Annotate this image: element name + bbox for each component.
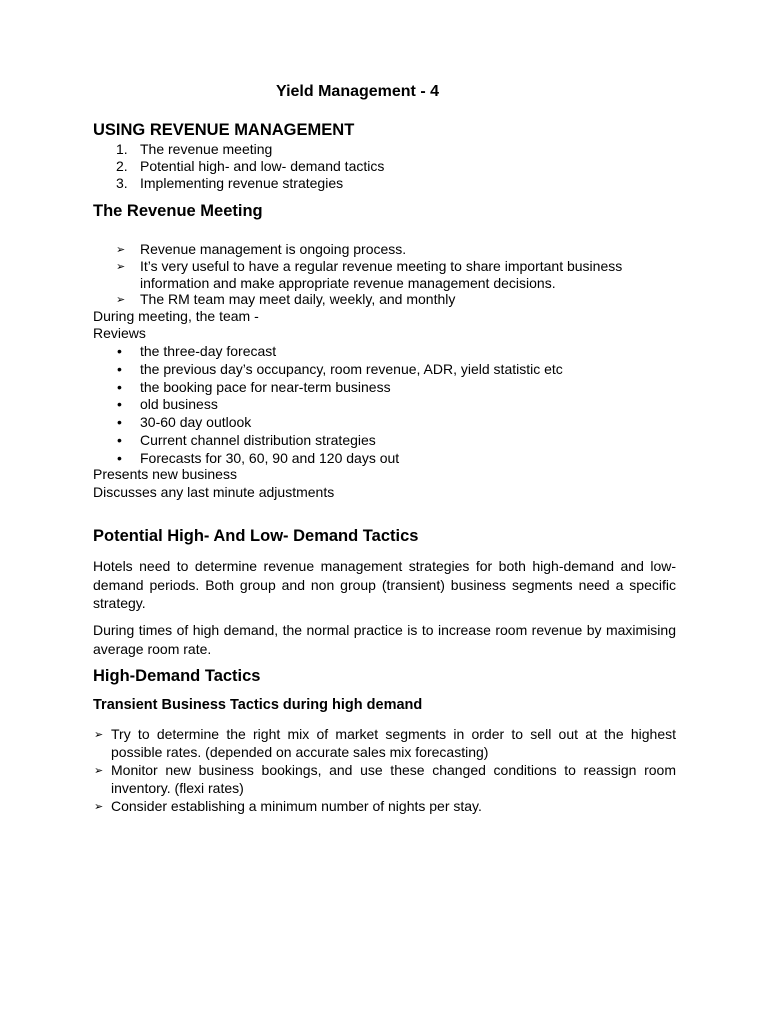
bullet-icon: •	[117, 343, 122, 359]
paragraph: Hotels need to determine revenue management strategies for both high-demand and low-demand periods. Both group and non group (transient) business segments need a specific strategy.	[93, 558, 676, 611]
bullet-list-item: 30-60 day outlook	[140, 414, 252, 430]
arrow-bullet-icon: ➢	[116, 261, 126, 273]
body-line: Presents new business	[93, 466, 237, 482]
bullet-icon: •	[117, 450, 122, 466]
arrow-list-item: The RM team may meet daily, weekly, and monthly	[140, 291, 456, 307]
arrow-bullet-icon: ➢	[116, 294, 126, 306]
bullet-list-item: the previous day’s occupancy, room revenue, ADR, yield statistic etc	[140, 361, 563, 377]
paragraph: During times of high demand, the normal practice is to increase room revenue by maximising average room rate.	[93, 622, 676, 657]
bullet-list-item: Current channel distribution strategies	[140, 432, 376, 448]
numbered-list-item: The revenue meeting	[140, 141, 273, 157]
arrow-list-item: Consider establishing a minimum number of nights per stay.	[111, 798, 482, 814]
section-heading-potential-tactics: Potential High- And Low- Demand Tactics	[93, 527, 419, 545]
bullet-list-item: old business	[140, 396, 218, 412]
bullet-icon: •	[117, 414, 122, 430]
subheading-transient-tactics: Transient Business Tactics during high demand	[93, 697, 423, 713]
bullet-icon: •	[117, 432, 122, 448]
bullet-icon: •	[117, 361, 122, 377]
arrow-bullet-icon: ➢	[94, 765, 104, 777]
arrow-list-item: Monitor new business bookings, and use these changed conditions to reassign room inventory. (flexi rates)	[111, 762, 676, 796]
body-line: Reviews	[93, 325, 146, 341]
bullet-list-item: Forecasts for 30, 60, 90 and 120 days out	[140, 450, 400, 466]
arrow-list-item: It’s very useful to have a regular revenue meeting to share important business	[140, 258, 623, 274]
arrow-bullet-icon: ➢	[94, 801, 104, 813]
arrow-bullet-icon: ➢	[94, 729, 104, 741]
numbered-list-number: 3.	[116, 175, 128, 191]
bullet-list-item: the three-day forecast	[140, 343, 277, 359]
body-line: During meeting, the team -	[93, 308, 259, 324]
numbered-list-item: Implementing revenue strategies	[140, 175, 344, 191]
arrow-list-item-continuation: information and make appropriate revenue management decisions.	[140, 275, 556, 291]
document-title: Yield Management - 4	[276, 83, 439, 100]
arrow-list-item: Revenue management is ongoing process.	[140, 241, 407, 257]
arrow-bullet-icon: ➢	[116, 244, 126, 256]
section-heading-high-demand-tactics: High-Demand Tactics	[93, 667, 261, 685]
section-heading-using-revenue-management: USING REVENUE MANAGEMENT	[93, 121, 355, 139]
numbered-list-number: 1.	[116, 141, 128, 157]
section-heading-revenue-meeting: The Revenue Meeting	[93, 202, 263, 220]
numbered-list-number: 2.	[116, 158, 128, 174]
bullet-icon: •	[117, 396, 122, 412]
bullet-icon: •	[117, 379, 122, 395]
arrow-list-item: Try to determine the right mix of market segments in order to sell out at the highest possible rates. (depended on accurate sales mix forecasting)	[111, 726, 676, 760]
bullet-list-item: the booking pace for near-term business	[140, 379, 391, 395]
numbered-list-item: Potential high- and low- demand tactics	[140, 158, 385, 174]
body-line: Discusses any last minute adjustments	[93, 484, 335, 500]
